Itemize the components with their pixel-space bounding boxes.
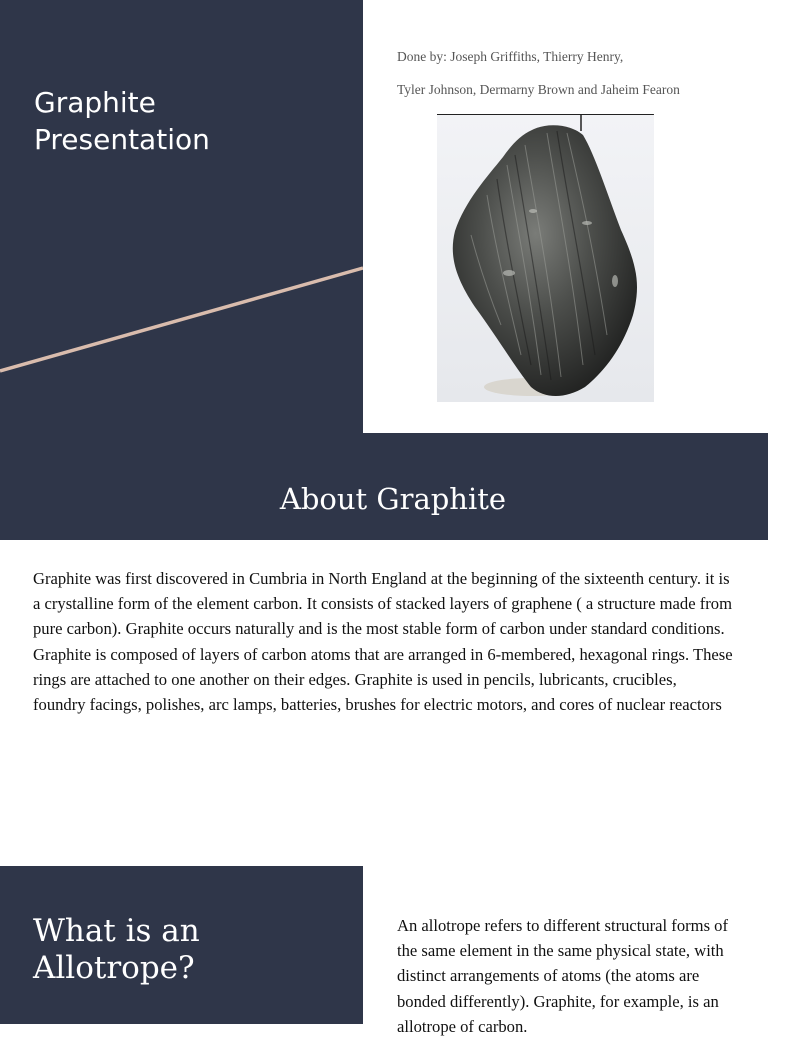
about-paragraph: Graphite was first discovered in Cumbria in North England at the beginning of the sixteenth century. it is a crystalline form of the element carbon. It consists of stacked layers of graphene ( a structure made from pure carbon). Graphite occurs naturally and is the most stable form of carbon under standard conditions. Graphite is composed of layers of carbon atoms that are arranged in 6-membered, hexagonal rings. These rings are attached to one another on their edges. Graphite is used in pencils, lubricants, crucibles, foundry facings, polishes, arc lamps, batteries, brushes for electric motors, and cores of nuclear reactors xyxy=(33,569,733,715)
authors-line-2: Tyler Johnson, Dermarny Brown and Jaheim Fearon xyxy=(397,82,680,97)
accent-diagonal-line xyxy=(0,0,363,433)
graphite-mineral-image xyxy=(437,114,654,401)
allotrope-paragraph: An allotrope refers to different structural forms of the same element in the same physical state, with distinct arrangements of atoms (the atoms are bonded differently). Graphite, for example, is an allotrope of carbon. xyxy=(397,916,728,1036)
presentation-title: Graphite Presentation xyxy=(34,86,210,156)
title-panel xyxy=(0,0,363,433)
authors-line-1: Done by: Joseph Griffiths, Thierry Henry, xyxy=(397,49,624,64)
allotrope-heading: What is an Allotrope? xyxy=(33,913,200,986)
about-heading: About Graphite xyxy=(279,482,507,516)
